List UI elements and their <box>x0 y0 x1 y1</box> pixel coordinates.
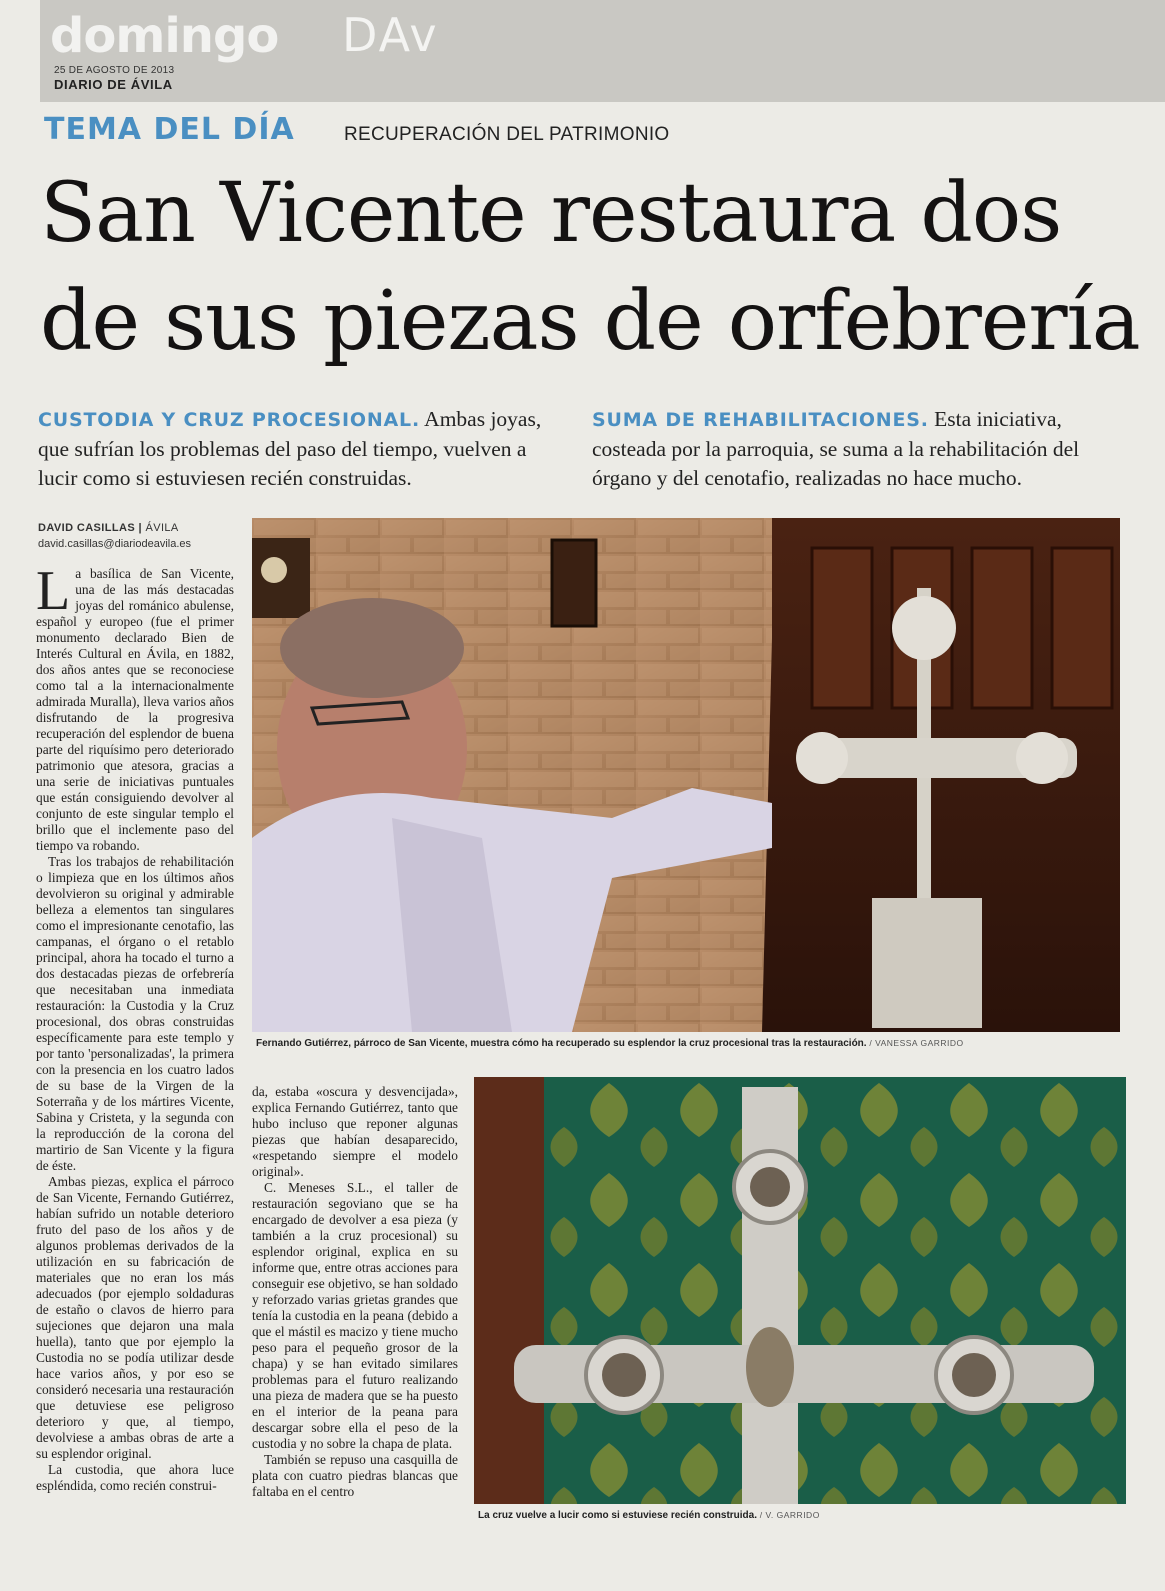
drop-cap: L <box>36 566 71 622</box>
article-paragraph: C. Meneses S.L., el taller de restauración segoviano que se ha encargado de devolver a esa pieza (y también a la cruz procesional) su esplendor original, explica en su informe que, entre otras acciones para conseguir ese objetivo, se han soldado y reforzado varias grietas grandes que tenía la custodia en la peana (debido a que el mástil es macizo y tiene mucho peso para el pequeño grosor de la chapa) y se han evitado similares problemas para el futuro realizando una pieza de madera que se ha puesto en el interior de la peana para descargar sobre ella el peso de la custodia y no sobre la chapa de plata. <box>252 1180 458 1451</box>
subhead-right-text: Esta iniciativa, costeada por la parroquia, se suma a la rehabilitación del órgano y del cenotafio, realizadas no hace mucho. <box>592 407 1080 490</box>
masthead-brand: domingo <box>50 8 279 64</box>
photo-caption-1 <box>256 1038 1116 1049</box>
caption-text: Fernando Gutiérrez, párroco de San Vicente, muestra cómo ha recuperado su esplendor la cruz procesional tras la restauración. <box>256 1038 867 1049</box>
subhead-left-text: Ambas joyas, que sufrían los problemas del paso del tiempo, vuelven a lucir como si estuviesen recién construidas. <box>38 407 542 490</box>
photo-priest-illustration <box>252 518 1120 1032</box>
subhead-right-lead: SUMA DE REHABILITACIONES. <box>592 409 929 431</box>
byline-email: david.casillas@diariodeavila.es <box>38 538 192 550</box>
article-paragraph: También se repuso una casquilla de plata con cuatro piedras blancas que faltaba en el centro <box>252 1452 458 1499</box>
article-paragraph <box>36 566 234 854</box>
article-paragraph: La custodia, que ahora luce espléndida, como recién construi- <box>36 1462 234 1493</box>
photo-credit: / V. GARRIDO <box>759 1510 820 1520</box>
section-label: TEMA DEL DÍA <box>44 112 295 147</box>
photo-caption-2 <box>478 1510 1118 1521</box>
newspaper-name: DIARIO DE ÁVILA <box>54 77 173 92</box>
article-paragraph: da, estaba «oscura y desvencijada», explica Fernando Gutiérrez, tanto que hubo incluso que reponer algunas piezas que habían desaparecido, «respetando siempre el modelo original». <box>252 1084 458 1179</box>
article-column-1 <box>36 566 234 1531</box>
article-paragraph: Ambas piezas, explica el párroco de San Vicente, Fernando Gutiérrez, habían sufrido un notable deterioro fruto del paso de los años y de algunos problemas derivados de la utilización en su fabricación de materiales que no eran los más adecuados (por ejemplo soldaduras de estaño o clavos de hierro para sujeciones que dejaron una mala huella), tanto que por ejemplo la Custodia no se podía utilizar desde hace varios años, y por eso se consideró necesaria una restauración que detuviese ese peligroso deterioro y que, al tiempo, devolviese a ambas obras de arte a su esplendor original. <box>36 1174 234 1461</box>
photo-priest-with-cross <box>252 518 1120 1032</box>
byline-place: ÁVILA <box>145 522 179 534</box>
photo-restored-cross <box>474 1077 1126 1504</box>
article-column-2 <box>252 1084 458 1532</box>
article-paragraph: Tras los trabajos de rehabilitación o limpieza que en los últimos años devolvieron su original y admirable belleza a elementos tan singulares como el impresionante cenotafio, las campanas, el órgano o el retablo principal, ahora ha tocado el turno a dos destacadas piezas de orfebrería que necesitaban una inmediata restauración: la Custodia y la Cruz procesional, dos obras construidas específicamente para este templo y por tanto 'personalizadas', la primera con la presencia en los cuatro lados de su base de la Virgen de la Soterraña y de los mártires Vicente, Sabina y Cristeta, y la segunda con la reproducción de la corona del martirio de San Vicente y la figura de éste. <box>36 854 234 1173</box>
photo-cross-illustration <box>474 1077 1126 1504</box>
byline <box>38 522 179 534</box>
subhead-right <box>592 405 1122 493</box>
caption-text: La cruz vuelve a lucir como si estuviese recién construida. <box>478 1510 758 1521</box>
headline: San Vicente restaura dos de sus piezas de orfebrería <box>40 166 1140 369</box>
byline-author: DAVID CASILLAS <box>38 522 136 534</box>
section-topic: RECUPERACIÓN DEL PATRIMONIO <box>344 124 670 145</box>
masthead-brand-sub: DAv <box>342 8 439 62</box>
subhead-left-lead: CUSTODIA Y CRUZ PROCESIONAL. <box>38 409 420 431</box>
paragraph-text: a basílica de San Vicente, una de las más destacadas joyas del románico abulense, español y europeo (fue el primer monumento declarado Bien de Interés Cultural en Ávila, en 1882, dos años antes que se reconociese como tal a la internacionalmente admirada Muralla), lleva varios años disfrutando de la progresiva recuperación del esplendor de buena parte del riquísimo pero deteriorado patrimonio que atesora, gracias a una serie de iniciativas puntuales que están consiguiendo devolver al conjunto de este singular templo el brillo que el inclemente paso del tiempo va robando. <box>36 566 234 853</box>
issue-date: 25 DE AGOSTO DE 2013 <box>54 65 175 76</box>
subhead-left <box>38 405 566 493</box>
byline-separator: | <box>138 522 146 534</box>
photo-credit: / VANESSA GARRIDO <box>869 1038 964 1048</box>
